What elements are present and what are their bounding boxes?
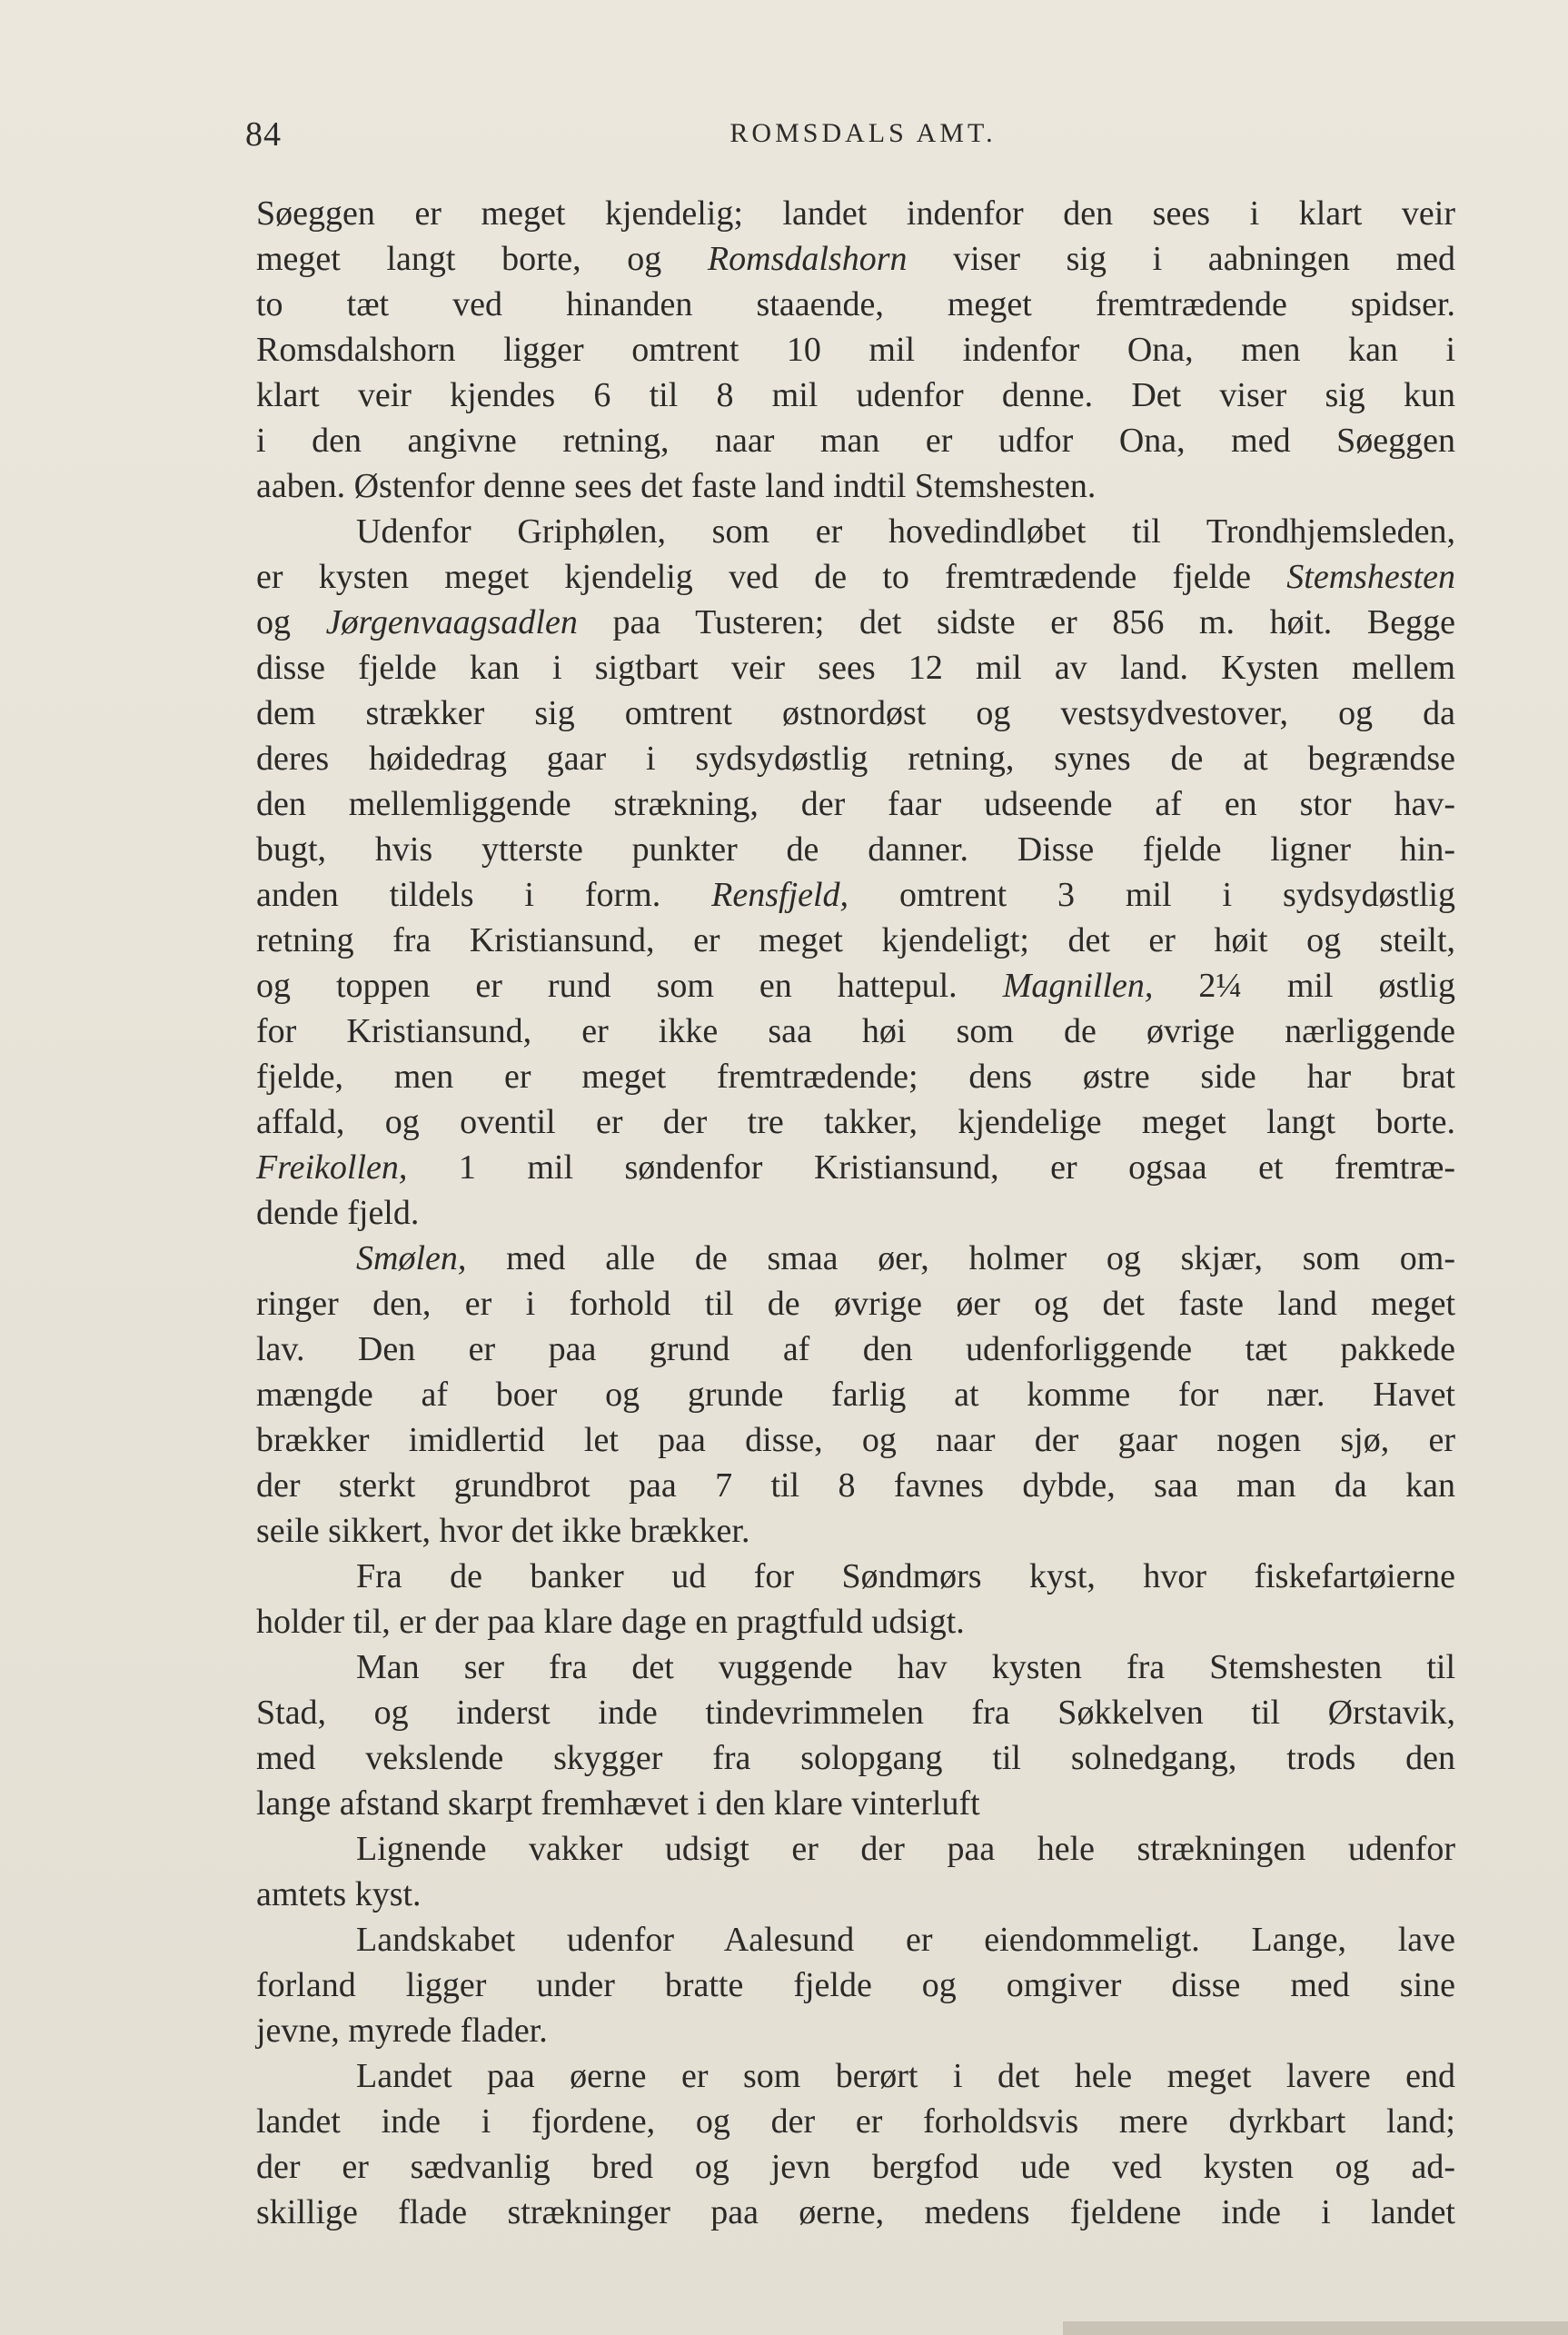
text-run: der sterkt grundbrot paa 7 til 8 favnes dybde, saa man da kan [256,1466,1455,1505]
text-run: 2¼ mil østlig [1153,967,1456,1005]
text-run: skillige flade strækninger paa øerne, medens fjeldene inde i landet [256,2193,1455,2231]
text-run: bugt, hvis ytterste punkter de danner. Disse fjelde ligner hin- [256,830,1455,869]
text-line [256,645,1455,691]
text-run: med vekslende skygger fra solopgang til solnedgang, trods den [256,1739,1455,1777]
text-run: Man ser fra det vuggende hav kysten fra Stemshesten til [356,1648,1455,1686]
text-line [256,1599,1455,1644]
text-line [256,872,1455,918]
text-run: landet inde i fjordene, og der er forholdsvis mere dyrkbart land; [256,2102,1455,2141]
text-run: og [256,603,326,641]
text-run: Fra de banker ud for Søndmørs kyst, hvor fiskefartøierne [356,1557,1455,1595]
text-line [256,1962,1455,2008]
text-line [256,1554,1455,1599]
text-run: meget langt borte, og [256,240,708,278]
text-line [256,1917,1455,1962]
text-line [256,1145,1455,1190]
italic-place-name: Stemshesten [1286,558,1455,596]
text-run: Romsdalshorn ligger omtrent 10 mil indenfor Ona, men kan i [256,331,1455,369]
text-line [256,191,1455,236]
text-run: dem strækker sig omtrent østnordøst og vestsydvestover, og da [256,694,1455,732]
text-run: lav. Den er paa grund af den udenforliggende tæt pakkede [256,1330,1455,1368]
text-run: der er sædvanlig bred og jevn bergfod ude ved kysten og ad- [256,2148,1455,2186]
text-run: Stad, og inderst inde tindevrimmelen fra Søkkelven til Ørstavik, [256,1694,1455,1732]
text-run: aaben. Østenfor denne sees det faste land indtil Stemshesten. [256,467,1097,505]
italic-place-name: Romsdalshorn [707,240,908,278]
text-run: forland ligger under bratte fjelde og omgiver disse med sine [256,1966,1455,2004]
text-line [256,1099,1455,1145]
text-line [256,1009,1455,1054]
italic-place-name: Jørgenvaagsadlen [325,603,578,641]
page-edge-shadow [1063,2321,1568,2335]
text-run: retning fra Kristiansund, er meget kjendeligt; det er høit og steilt, [256,921,1455,959]
text-line [256,1417,1455,1463]
text-line [256,1190,1455,1236]
text-line [256,2008,1455,2053]
text-line [256,1508,1455,1554]
text-line [256,2190,1455,2235]
text-line [256,963,1455,1009]
text-line [256,1372,1455,1417]
text-run: Lignende vakker udsigt er der paa hele strækningen udenfor [356,1830,1455,1868]
text-run: for Kristiansund, er ikke saa høi som de øvrige nærliggende [256,1012,1455,1050]
text-line [256,1826,1455,1872]
text-line [256,373,1455,418]
text-line [256,327,1455,373]
text-line [256,827,1455,872]
page-number: 84 [245,115,282,154]
text-line [256,509,1455,554]
text-line [256,918,1455,963]
text-run: Landskabet udenfor Aalesund er eiendommeligt. Lange, lave [356,1921,1455,1959]
text-line [256,282,1455,327]
text-run: 1 mil søndenfor Kristiansund, er ogsaa et fremtræ- [407,1148,1455,1187]
text-run: den mellemliggende strækning, der faar udseende af en stor hav- [256,785,1455,823]
text-run: klart veir kjendes 6 til 8 mil udenfor denne. Det viser sig kun [256,376,1455,414]
text-run: to tæt ved hinanden staaende, meget fremtrædende spidser. [256,285,1455,323]
text-line [256,1872,1455,1917]
text-run: med alle de smaa øer, holmer og skjær, som om- [466,1239,1455,1277]
text-run: disse fjelde kan i sigtbart veir sees 12 mil av land. Kysten mellem [256,649,1455,687]
text-line [256,600,1455,645]
text-run: Landet paa øerne er som berørt i det hele meget lavere end [356,2057,1455,2095]
text-line [256,1236,1455,1281]
text-line [256,554,1455,600]
text-line [256,1463,1455,1508]
text-run: i den angivne retning, naar man er udfor Ona, med Søeggen [256,422,1455,460]
text-line [256,463,1455,509]
text-line [256,1054,1455,1099]
text-run: mængde af boer og grunde farlig at komme for nær. Havet [256,1376,1455,1414]
italic-place-name: Smølen, [356,1239,467,1277]
running-title: ROMSDALS AMT. [729,118,997,148]
text-line [256,691,1455,736]
text-run: omtrent 3 mil i sydsydøstlig [849,876,1455,914]
text-line [256,781,1455,827]
text-run: amtets kyst. [256,1875,422,1913]
text-run: lange afstand skarpt fremhævet i den klare vinterluft [256,1784,980,1823]
text-run: anden tildels i form. [256,876,712,914]
italic-place-name: Freikollen, [256,1148,408,1187]
text-line [256,2099,1455,2144]
text-line [256,1644,1455,1690]
body-text [256,191,1455,2235]
text-line [256,1735,1455,1781]
text-run: er kysten meget kjendelig ved de to fremtrædende fjelde [256,558,1287,596]
text-run: affald, og oventil er der tre takker, kjendelige meget langt borte. [256,1103,1455,1141]
running-head [245,114,1481,160]
text-run: seile sikkert, hvor det ikke brækker. [256,1512,750,1550]
text-run: viser sig i aabningen med [907,240,1455,278]
text-run: paa Tusteren; det sidste er 856 m. høit. Begge [577,603,1456,641]
text-run: dende fjeld. [256,1194,420,1232]
text-line [256,1281,1455,1326]
text-run: Søeggen er meget kjendelig; landet indenfor den sees i klart veir [256,194,1455,233]
text-run: fjelde, men er meget fremtrædende; dens østre side har brat [256,1058,1455,1096]
text-run: og toppen er rund som en hattepul. [256,967,1003,1005]
italic-place-name: Magnillen, [1002,967,1154,1005]
text-run: jevne, myrede flader. [256,2012,548,2050]
text-run: Udenfor Griphølen, som er hovedindløbet til Trondhjemsleden, [356,512,1455,551]
text-line [256,736,1455,781]
text-run: ringer den, er i forhold til de øvrige øer og det faste land meget [256,1285,1455,1323]
text-line [256,418,1455,463]
text-run: holder til, er der paa klare dage en pragtfuld udsigt. [256,1603,965,1641]
text-line [256,2053,1455,2099]
text-line [256,1690,1455,1735]
text-line [256,1326,1455,1372]
text-line [256,1781,1455,1826]
text-line [256,236,1455,282]
text-line [256,2144,1455,2190]
text-run: brækker imidlertid let paa disse, og naar der gaar nogen sjø, er [256,1421,1455,1459]
italic-place-name: Rensfjeld, [711,876,849,914]
text-run: deres høidedrag gaar i sydsydøstlig retning, synes de at begrændse [256,740,1455,778]
